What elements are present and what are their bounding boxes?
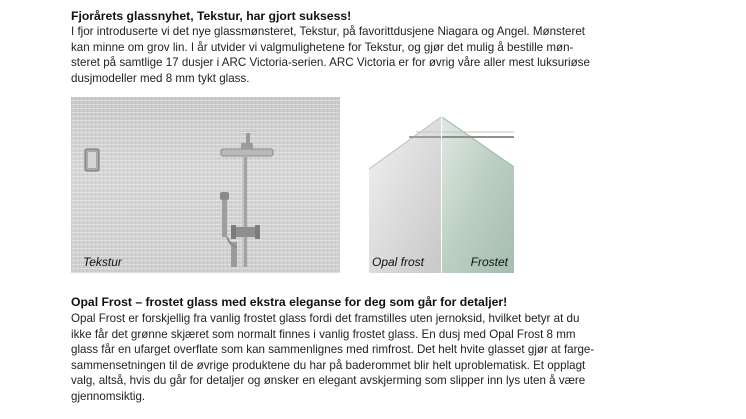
tekstur-caption: Tekstur <box>83 255 122 269</box>
paragraph-line: I fjor introduserte vi det nye glassmønsteret, Tekstur, på favorittdusjene Niagara og Angel. Mønsteret <box>71 25 586 38</box>
paragraph-opal-frost <box>71 311 631 405</box>
paragraph-line: gjennomsiktig. <box>71 389 146 403</box>
opal-frost-glass-sample <box>369 117 441 273</box>
opal-frost-caption: Opal frost <box>372 255 425 269</box>
paragraph-line: glass får en ufarget overflate som kan sammenlignes med rimfrost. Det helt hvite glasset gjør at farge- <box>71 343 595 357</box>
paragraph-line: ikke får det grønne skjæret som normalt finnes i vanlig frostet glass. En dusj med Opal Frost 8 mm <box>71 327 576 341</box>
frostet-caption: Frostet <box>470 255 508 269</box>
paragraph-line: Opal Frost er forskjellig fra vanlig frostet glass fordi det framstilles uten jernoksid, hvilket betyr at du <box>71 312 580 325</box>
section-heading-opal-frost: Opal Frost – frostet glass med ekstra eleganse for deg som går for detaljer! <box>71 295 508 309</box>
section-heading-tekstur: Fjorårets glassnyhet, Tekstur, har gjort suksess! <box>71 9 352 23</box>
paragraph-line: dusjmodeller med 8 mm tykt glass. <box>71 71 250 85</box>
paragraph-tekstur <box>71 24 631 86</box>
frosted-glass-sample <box>442 117 514 273</box>
opal-frost-glass-illustration <box>369 117 441 273</box>
frosted-glass-illustration <box>442 117 514 273</box>
paragraph-line: valg, altså, hvis du går for detaljer og ønsker en elegant avskjerming som slipper inn lys uten å være <box>71 374 586 388</box>
tekstur-shower-photo <box>71 97 340 273</box>
shower-fixture-illustration <box>71 97 340 273</box>
paragraph-line: steret på samtlige 17 dusjer i ARC Victoria-serien. ARC Victoria er for øvrig våre aller mest luksuriøse <box>71 56 590 70</box>
paragraph-line: kan minne om grov lin. I år utvider vi valgmulighetene for Tekstur, og gjør det mulig å bestille møn- <box>71 40 574 54</box>
paragraph-line: sammensetningen til de øvrige produktene du har på baderommet blir helt uproblematisk. Et opplagt <box>71 358 586 372</box>
